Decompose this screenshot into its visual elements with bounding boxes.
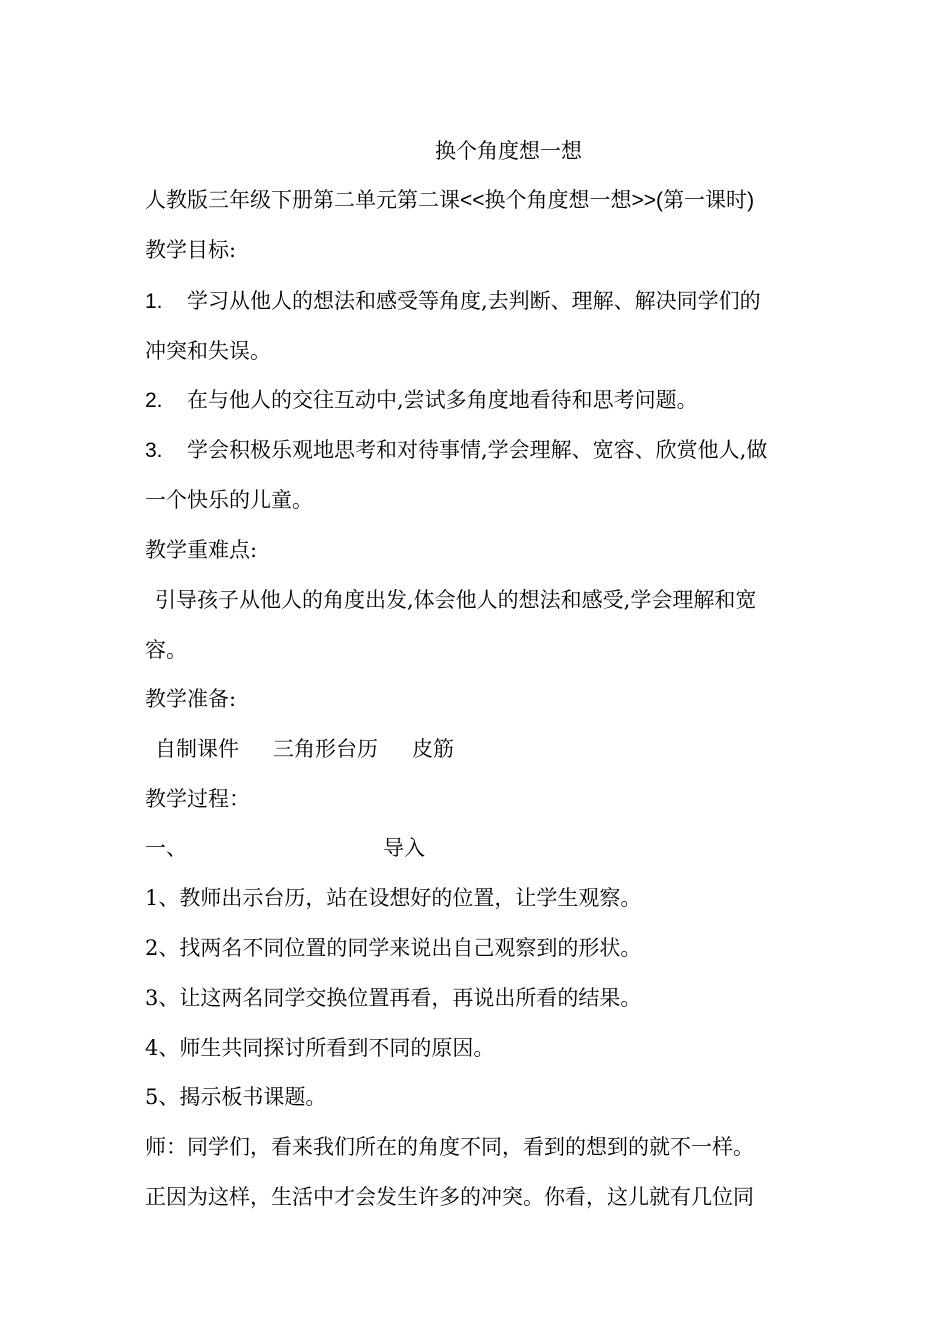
step-item: 1、教师出示台历，站在设想好的位置，让学生观察。 xyxy=(145,886,642,910)
key-points-text xyxy=(145,586,756,614)
step-item: 5、揭示板书课题。 xyxy=(145,1085,327,1109)
preparation-items xyxy=(145,735,454,763)
lesson-subtitle xyxy=(145,186,754,215)
goal-item-2 xyxy=(145,386,698,415)
preparation-item: 三角形台历 xyxy=(273,737,378,761)
document-title: 换个角度想一想 xyxy=(435,139,582,163)
teacher-speech-continued: 正因为这样，生活中才会发生许多的冲突。你看，这儿就有几位同 xyxy=(145,1185,754,1209)
key-points-heading: 教学重难点: xyxy=(145,538,258,562)
goal-text: 学习从他人的想法和感受等角度,去判断、理解、解决同学们的 xyxy=(187,289,761,313)
step-item: 4、师生共同探讨所看到不同的原因。 xyxy=(145,1036,495,1060)
preparation-heading: 教学准备: xyxy=(145,687,237,711)
goal-number: 2. xyxy=(145,389,163,412)
preparation-item: 皮筋 xyxy=(412,737,454,761)
goal-number: 3. xyxy=(145,439,163,462)
subtitle-close: >>( xyxy=(631,189,664,212)
goal-item-1-continued: 冲突和失误。 xyxy=(145,339,271,363)
process-heading: 教学过程： xyxy=(145,787,250,811)
key-points-line: 引导孩子从他人的角度出发,体会他人的想法和感受,学会理解和宽 xyxy=(155,588,757,612)
subtitle-book: 换个角度想一想 xyxy=(484,188,632,212)
section-title: 导入 xyxy=(383,836,425,860)
preparation-item: 自制课件 xyxy=(155,737,239,761)
subtitle-end: ) xyxy=(747,189,755,212)
goal-item-1 xyxy=(145,287,761,316)
goal-number: 1. xyxy=(145,290,163,313)
goal-text: 学会积极乐观地思考和对待事情,学会理解、宽容、欣赏他人,做 xyxy=(187,438,768,462)
teacher-speech: 师：同学们，看来我们所在的角度不同，看到的想到的就不一样。 xyxy=(145,1135,754,1159)
goals-heading: 教学目标: xyxy=(145,238,237,262)
goal-item-3-continued: 一个快乐的儿童。 xyxy=(145,488,313,512)
step-item: 3、让这两名同学交换位置再看，再说出所看的结果。 xyxy=(145,986,642,1010)
step-item: 2、找两名不同位置的同学来说出自己观察到的形状。 xyxy=(145,936,642,960)
goal-text: 在与他人的交往互动中,尝试多角度地看待和思考问题。 xyxy=(187,388,698,412)
section-heading xyxy=(145,834,425,862)
key-points-text-continued: 容。 xyxy=(145,638,187,662)
subtitle-period: 第一课时 xyxy=(663,188,748,212)
subtitle-open: << xyxy=(460,189,485,212)
section-number: 一、 xyxy=(145,836,187,860)
subtitle-prefix: 人教版三年级下册第二单元第二课 xyxy=(145,188,460,212)
goal-item-3 xyxy=(145,436,767,465)
